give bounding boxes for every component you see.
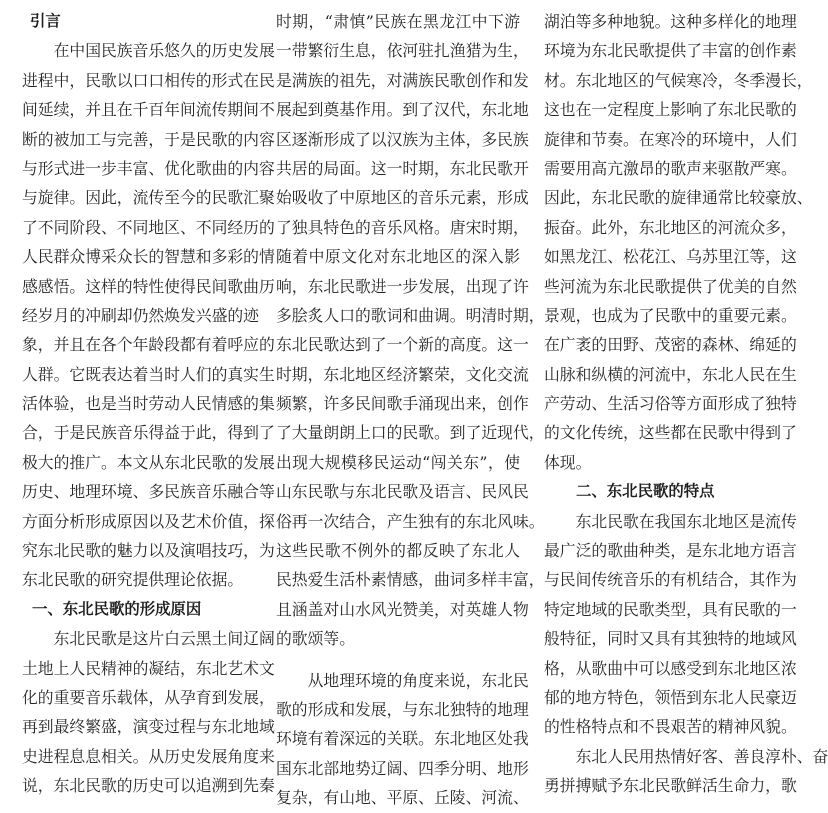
text-line: 东北民歌的研究提供理论依据。	[22, 570, 244, 590]
text-line: 究东北民歌的魅力以及演唱技巧，为	[22, 541, 275, 561]
text-line: 格，从歌曲中可以感受到东北地区浓	[544, 658, 797, 678]
text-line: 这也在一定程度上影响了东北民歌的	[544, 100, 797, 120]
text-line: 的文化传统，这些都在民歌中得到了	[544, 423, 797, 443]
paragraph	[544, 742, 828, 801]
column-2	[276, 7, 545, 813]
text-line: 特定地域的民歌类型，具有民歌的一	[544, 599, 797, 619]
text-line: 是满族的祖先，对满族民歌创作和发	[276, 70, 529, 90]
text-line: 的性格特点和不畏艰苦的精神风貌。	[544, 717, 797, 737]
text-line: 在广袤的田野、茂密的森林、绵延的	[544, 335, 797, 355]
text-line: 且涵盖对山水风光赞美，对英雄人物	[276, 599, 529, 619]
text-line: 东北民歌达到了一个新的高度。这一	[276, 335, 529, 355]
text-line: 景观，也成为了民歌中的重要元素。	[544, 305, 797, 325]
text-line: 东北民歌在我国东北地区是流传	[575, 511, 797, 531]
text-line: 东北人民用热情好客、善良淳朴、奋	[575, 746, 828, 766]
text-line: 进程中，民歌以口口相传的形式在民	[22, 70, 275, 90]
text-line: 区逐渐形成了以汉族为主体，多民族	[276, 129, 529, 149]
section-heading: 二、东北民歌的特点	[576, 482, 715, 501]
text-line: 东北民歌是这片白云黑土间辽阔	[53, 629, 275, 649]
text-line: 极大的推广。本文从东北民歌的发展	[22, 452, 275, 472]
text-line: 多脍炙人口的歌词和曲调。明清时期，	[276, 305, 545, 325]
text-line: 与旋律。因此，流传至今的民歌汇聚	[22, 188, 275, 208]
text-line: 旋律和节奏。在寒冷的环境中，人们	[544, 129, 797, 149]
paragraph	[544, 507, 797, 742]
text-line: 勇拼搏赋予东北民歌鲜活生命力，歌	[544, 776, 797, 796]
text-line: 始吸收了中原地区的音乐元素，形成	[276, 188, 529, 208]
text-line: 这些民歌不例外的都反映了东北人	[276, 541, 520, 561]
text-line: 人民群众博采众长的智慧和多彩的情	[22, 247, 275, 267]
text-line: 一带繁衍生息，依河驻扎渔猎为生，	[276, 41, 529, 61]
text-line: 山脉和纵横的河流中，东北人民在生	[544, 364, 797, 384]
text-line: 产劳动、生活习俗等方面形成了独特	[544, 394, 797, 414]
text-line: 了独具特色的音乐风格。唐宋时期，	[276, 217, 529, 237]
text-line: 人群。它既表达着当时人们的真实生	[22, 364, 275, 384]
text-line: 从地理环境的角度来说，东北民	[307, 670, 529, 690]
text-line: 频繁，许多民间歌手涌现出来，创作	[276, 394, 529, 414]
text-line: 般特征，同时又具有其独特的地域风	[544, 629, 797, 649]
text-line: 环境为东北民歌提供了丰富的创作素	[544, 41, 797, 61]
text-line: 郁的地方特色，领悟到东北人民豪迈	[544, 687, 797, 707]
text-line: 活体验，也是当时劳动人民情感的集	[22, 394, 275, 414]
text-line: 最广泛的歌曲种类，是东北地方语言	[544, 541, 797, 561]
section-heading: 引言	[30, 12, 61, 30]
text-line: 断的被加工与完善，于是民歌的内容	[22, 129, 275, 149]
paragraph	[276, 666, 529, 813]
text-line: 俗再一次结合，产生独有的东北风味。	[276, 511, 545, 531]
paragraph	[22, 36, 275, 594]
text-line: 随着中原文化对东北地区的深入影	[276, 247, 520, 267]
text-line: 的歌颂等。	[276, 629, 355, 649]
text-line: 感感悟。这样的特性使得民间歌曲历	[22, 276, 275, 296]
paragraph	[22, 624, 275, 800]
text-line: 土地上人民精神的凝结，东北艺术文	[22, 658, 275, 678]
text-line: 些河流为东北民歌提供了优美的自然	[544, 276, 797, 296]
text-line: 了不同阶段、不同地区、不同经历的	[22, 217, 275, 237]
text-line: 振奋。此外，东北地区的河流众多，	[544, 217, 797, 237]
text-line: 湖泊等多种地貌。这种多样化的地理	[544, 12, 797, 31]
section-heading: 一、东北民歌的形成原因	[32, 599, 202, 618]
text-line: 与形式进一步丰富、优化歌曲的内容	[22, 158, 275, 178]
text-line: 再到最终繁盛，演变过程与东北地域	[22, 717, 275, 737]
paragraph	[276, 7, 545, 654]
text-line: 经岁月的冲刷却仍然焕发兴盛的迹	[22, 305, 259, 325]
text-line: 响，东北民歌进一步发展，出现了许	[276, 276, 529, 296]
text-line: 历史、地理环境、多民族音乐融合等	[22, 482, 275, 502]
text-line: 复杂，有山地、平原、丘陵、河流、	[276, 788, 529, 808]
text-line: 歌的形成和发展，与东北独特的地理	[276, 699, 529, 719]
text-line: 共居的局面。这一时期，东北民歌开	[276, 158, 529, 178]
column-1	[22, 7, 275, 801]
text-line: 民热爱生活朴素情感，曲词多样丰富，	[276, 570, 545, 590]
text-line: 说，东北民歌的历史可以追溯到先秦	[22, 776, 275, 796]
text-line: 间延续，并且在千百年间流传期间不	[22, 100, 275, 120]
text-line: 方面分析形成原因以及艺术价值，探	[22, 511, 275, 531]
column-3	[544, 7, 828, 801]
text-line: 出现大规模移民运动“闯关东”，使	[276, 452, 520, 472]
text-line: 时期，东北地区经济繁荣，文化交流	[276, 364, 529, 384]
text-line: 史进程息息相关。从历史发展角度来	[22, 746, 275, 766]
text-line: 时期，“肃慎”民族在黑龙江中下游	[276, 12, 520, 31]
text-line: 国东北部地势辽阔、四季分明、地形	[276, 758, 529, 778]
text-line: 体现。	[544, 452, 592, 472]
text-line: 如黑龙江、松花江、乌苏里江等，这	[544, 247, 797, 267]
text-line: 需要用高亢激昂的歌声来驱散严寒。	[544, 158, 797, 178]
text-line: 因此，东北民歌的旋律通常比较豪放、	[544, 188, 813, 208]
text-line: 在中国民族音乐悠久的历史发展	[53, 41, 275, 61]
text-line: 与民间传统音乐的有机结合，其作为	[544, 570, 797, 590]
text-line: 了大量朗朗上口的民歌。到了近现代，	[276, 423, 545, 443]
text-line: 材。东北地区的气候寒冷，冬季漫长，	[544, 70, 813, 90]
text-line: 化的重要音乐载体，从孕育到发展，	[22, 687, 275, 707]
text-line: 合，于是民族音乐得益于此，得到了	[22, 423, 275, 443]
text-line: 山东民歌与东北民歌及语言、民风民	[276, 482, 529, 502]
paragraph-gap	[276, 654, 520, 666]
paragraph	[544, 7, 813, 477]
text-line: 展起到奠基作用。到了汉代，东北地	[276, 100, 529, 120]
text-line: 象，并且在各个年龄段都有着呼应的	[22, 335, 275, 355]
text-line: 环境有着深远的关联。东北地区处我	[276, 729, 529, 749]
